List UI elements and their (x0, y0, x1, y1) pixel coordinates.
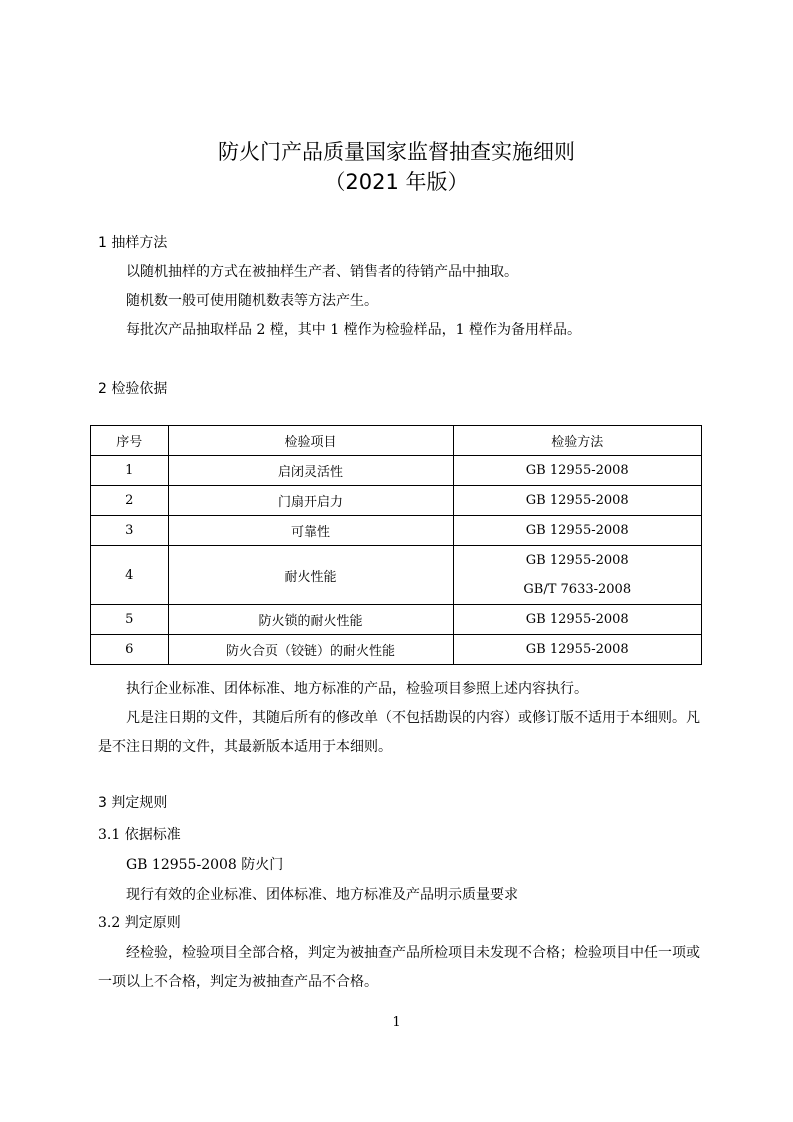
standard-item-1: GB 12955-2008 防火门 (126, 857, 284, 873)
table-row (91, 546, 702, 605)
row-no: 4 (91, 546, 169, 605)
header-item: 检验项目 (168, 426, 453, 456)
document-subtitle: （2021 年版） (324, 170, 469, 194)
row-no: 5 (91, 605, 169, 635)
row-method: GB/T 7633-2008 (523, 582, 632, 597)
judgment-line-2: 一项以上不合格，判定为被抽查产品不合格。 (98, 974, 378, 990)
table-row (91, 516, 702, 546)
row-no: 3 (91, 516, 169, 546)
table-row (91, 635, 702, 665)
row-method: GB 12955-2008 (453, 516, 701, 546)
table-row (91, 486, 702, 516)
section-2-heading: 2 检验依据 (98, 381, 168, 397)
table-row (91, 605, 702, 635)
row-method: GB 12955-2008 (453, 456, 701, 486)
header-method: 检验方法 (453, 426, 701, 456)
standard-item-2: 现行有效的企业标准、团体标准、地方标准及产品明示质量要求 (126, 887, 518, 903)
row-item: 门扇开启力 (168, 486, 453, 516)
row-item: 防火锁的耐火性能 (168, 605, 453, 635)
page-number: 1 (392, 1015, 401, 1030)
row-item: 可靠性 (168, 516, 453, 546)
row-item: 启闭灵活性 (168, 456, 453, 486)
document-title: 防火门产品质量国家监督抽查实施细则 (218, 140, 575, 164)
row-no: 2 (91, 486, 169, 516)
row-method: GB 12955-2008 (453, 605, 701, 635)
section-2-note-2-line-2: 是不注日期的文件，其最新版本适用于本细则。 (98, 739, 392, 755)
row-method-cell (453, 546, 701, 605)
header-seq: 序号 (91, 426, 169, 456)
row-no: 1 (91, 456, 169, 486)
table-row (91, 456, 702, 486)
inspection-table (90, 425, 702, 665)
section-2-note-2-line-1: 凡是注日期的文件，其随后所有的修改单（不包括勘误的内容）或修订版不适用于本细则。凡 (126, 710, 700, 726)
section-1-paragraph-3: 每批次产品抽取样品 2 樘，其中 1 樘作为检验样品，1 樘作为备用样品。 (126, 322, 581, 338)
judgment-line-1: 经检验，检验项目全部合格，判定为被抽查产品所检项目未发现不合格；检验项目中任一项或 (126, 945, 700, 961)
row-method: GB 12955-2008 (453, 635, 701, 665)
section-1-heading: 1 抽样方法 (98, 235, 168, 251)
row-item: 防火合页（铰链）的耐火性能 (168, 635, 453, 665)
section-3-heading: 3 判定规则 (98, 795, 168, 811)
section-1-paragraph-1: 以随机抽样的方式在被抽样生产者、销售者的待销产品中抽取。 (126, 264, 518, 280)
section-3-2-heading: 3.2 判定原则 (98, 915, 181, 931)
row-no: 6 (91, 635, 169, 665)
table-header-row (91, 426, 702, 456)
row-item: 耐火性能 (168, 546, 453, 605)
section-1-paragraph-2: 随机数一般可使用随机数表等方法产生。 (126, 293, 378, 309)
row-method: GB 12955-2008 (453, 486, 701, 516)
row-method: GB 12955-2008 (525, 553, 629, 568)
section-2-note-1: 执行企业标准、团体标准、地方标准的产品，检验项目参照上述内容执行。 (126, 681, 588, 697)
section-3-1-heading: 3.1 依据标准 (98, 827, 181, 843)
